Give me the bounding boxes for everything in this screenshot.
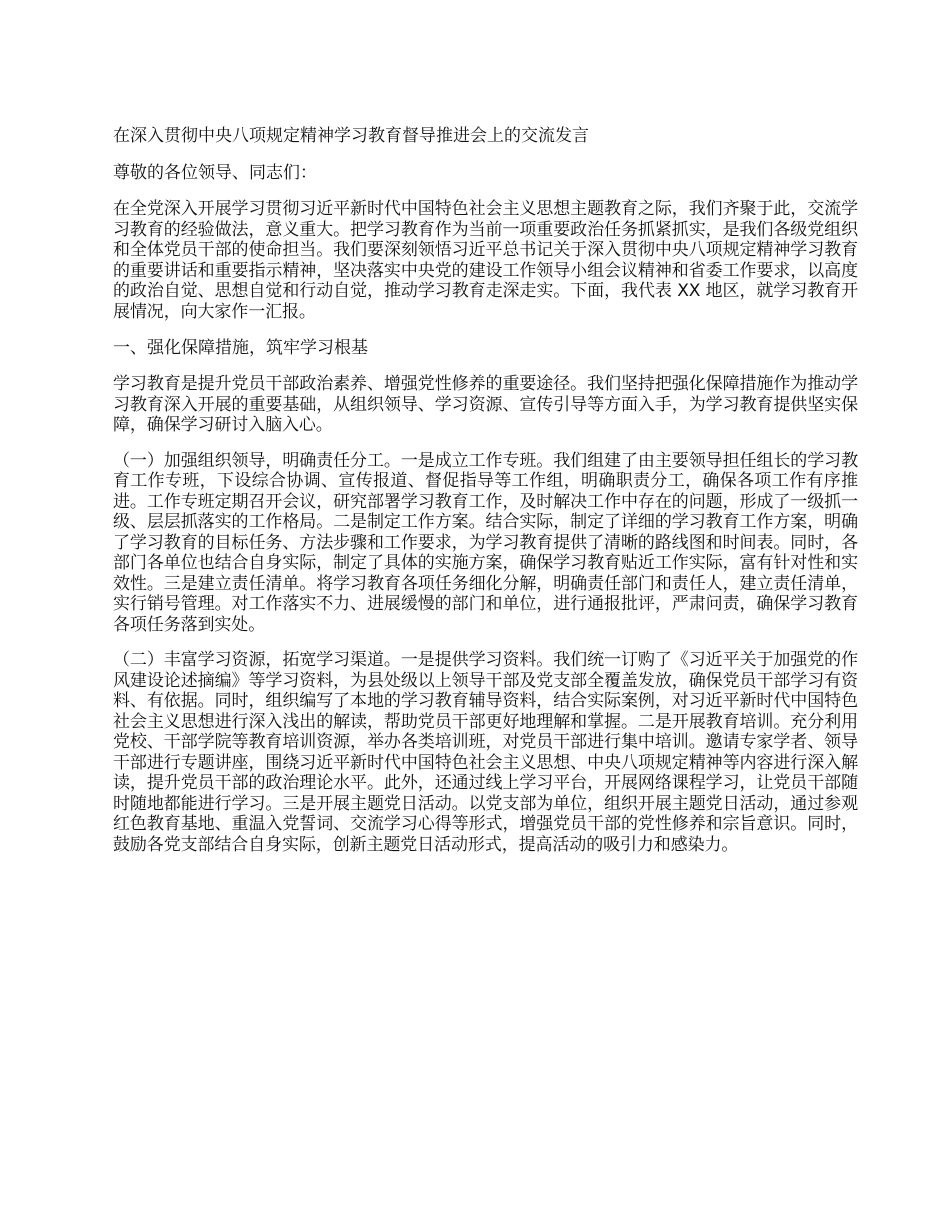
section-1-heading: 一、强化保障措施，筑牢学习根基 <box>113 338 368 358</box>
document-title: 在深入贯彻中央八项规定精神学习教育督导推进会上的交流发言 <box>113 126 589 146</box>
section-1-part-1-paragraph: （一）加强组织领导，明确责任分工。一是成立工作专班。我们组建了由主要领导担任组长的学习教育工作专班，下设综合协调、宣传报道、督促指导等工作组，明确职责分工，确保各项工作有序推进。工作专班定期召开会议，研究部署学习教育工作，及时解决工作中存在的问题，形成了一级抓一级、层层抓落实的工作格局。二是制定工作方案。结合实际，制定了详细的学习教育工作方案，明确了学习教育的目标任务、方法步骤和工作要求，为学习教育提供了清晰的路线图和时间表。同时，各部门各单位也结合自身实际，制定了具体的实施方案，确保学习教育贴近工作实际，富有针对性和实效性。三是建立责任清单。将学习教育各项任务细化分解，明确责任部门和责任人，建立责任清单，实行销号管理。对工作落实不力、进展缓慢的部门和单位，进行通报批评，严肃问责，确保学习教育各项任务落到实处。 <box>113 450 858 635</box>
intro-paragraph: 在全党深入开展学习贯彻习近平新时代中国特色社会主义思想主题教育之际，我们齐聚于此，交流学习教育的经验做法，意义重大。把学习教育作为当前一项重要政治任务抓紧抓实，是我们各级党组织和全体党员干部的使命担当。我们要深刻领悟习近平总书记关于深入贯彻中央八项规定精神学习教育的重要讲话和重要指示精神，坚决落实中央党的建设工作领导小组会议精神和省委工作要求，以高度的政治自觉、思想自觉和行动自觉，推动学习教育走深走实。下面，我代表 XX 地区，就学习教育开展情况，向大家作一汇报。 <box>113 199 858 322</box>
salutation: 尊敬的各位领导、同志们： <box>113 163 317 183</box>
document-page <box>113 124 858 870</box>
section-1-part-2-paragraph: （二）丰富学习资源，拓宽学习渠道。一是提供学习资料。我们统一订购了《习近平关于加强党的作风建设论述摘编》等学习资料，为县处级以上领导干部及党支部全覆盖发放，确保党员干部学习有资料、有依据。同时，组织编写了本地的学习教育辅导资料，结合实际案例，对习近平新时代中国特色社会主义思想进行深入浅出的解读，帮助党员干部更好地理解和掌握。二是开展教育培训。充分利用党校、干部学院等教育培训资源，举办各类培训班，对党员干部进行集中培训。邀请专家学者、领导干部进行专题讲座，围绕习近平新时代中国特色社会主义思想、中央八项规定精神等内容进行深入解读，提升党员干部的政治理论水平。此外，还通过线上学习平台，开展网络课程学习，让党员干部随时随地都能进行学习。三是开展主题党日活动。以党支部为单位，组织开展主题党日活动，通过参观红色教育基地、重温入党誓词、交流学习心得等形式，增强党员干部的党性修养和宗旨意识。同时，鼓励各党支部结合自身实际，创新主题党日活动形式，提高活动的吸引力和感染力。 <box>113 650 858 855</box>
section-1-intro-paragraph: 学习教育是提升党员干部政治素养、增强党性修养的重要途径。我们坚持把强化保障措施作为推动学习教育深入开展的重要基础，从组织领导、学习资源、宣传引导等方面入手，为学习教育提供坚实保障，确保学习研讨入脑入心。 <box>113 374 858 435</box>
